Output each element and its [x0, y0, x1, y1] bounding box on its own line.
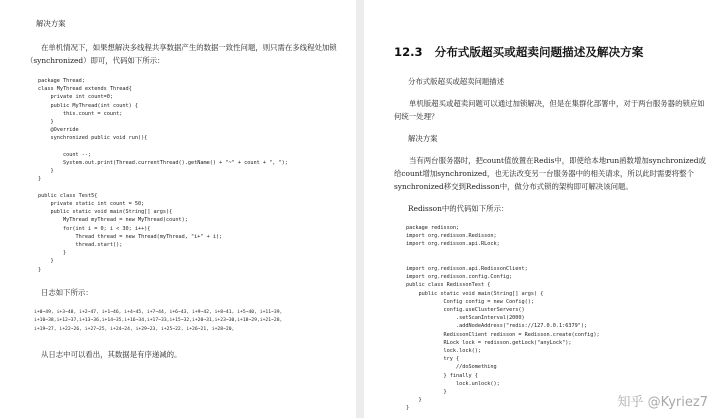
solution-paragraph: 当有两台服务器时，把count值放置在Redis中，即使给本地run函数增加synchronized或给count增加synchronized，也无法改变另一台服务器中的相关请求，所以此时需要将整个synchronized移交到Redisson中，做分布式锁的架构即可解决该问题。	[394, 156, 706, 191]
section-title	[394, 44, 710, 60]
watermark: 知乎 @Kyriez7	[617, 395, 708, 410]
subheading-problem: 分布式版超买或超卖问题描述	[408, 77, 505, 86]
conclusion-paragraph: 从日志中可以看出，其数据是有序递减的。	[41, 350, 182, 360]
log-output: i+0~49, i+3~48, i+2~47, i+1~46, i+4~45, i+7~44, i+6~43, i+9~42, i+8~41, i+5~40, i+11~39, i+10~38,i+12~37,i+13~36,i+14~35,i+16~34,i+17~33,i+15~32,i+20~31,i+23~30,i+18~29,i+21~28, i+19~27, i+22~26, i+27~25, i+24~24, i+29~23, i+25~22, i+26~21, i+28~20,	[34, 309, 283, 332]
subheading-solution: 解决方案	[408, 134, 438, 143]
log-intro: 日志如下所示：	[41, 287, 93, 297]
thread-code-block: package Thread; class MyThread extends Thread{ private int count=0; public MyThread(int count) { this.count = count; } @Override synchronized public void run(){ count --; System.out.print(Thread.currentThread().getName() + "~" + count + ", "); } } public class Test5{ private static int count = 50; public static void main(String[] args){ MyThread myThread = new MyThread(count); for(int i = 0; i < 30; i++){ Thread thread = new Thread(myThread, "i+" + i); thread.start(); } } }	[38, 78, 288, 273]
redisson-code-block: package redisson; import org.redisson.Redisson; import org.redisson.api.RLock; import org.redisson.api.RedissonClient; import org.redisson.config.Config; public class RedissonTest { public static void main(String[] args) { Config config = new Config(); config.useClusterServers() .setScanInterval(2000) .addNodeAddress("redis://127.0.0.1:6379"); RedissonClient redisson = Redisson.create(config); RLock lock = redisson.getLock("anyLock"); lock.lock(); try { //doSomething } finally { lock.unlock(); } } }	[406, 225, 600, 412]
left-intro-paragraph: 在单机情况下，如果想解决多线程共享数据产生的数据一致性问题，则只需在多线程处加锁（synchronized）即可，代码如下所示：	[26, 43, 337, 65]
left-heading: 解决方案	[36, 19, 66, 28]
section-title-text: 分布式版超买或超卖问题描述及解决方案	[434, 45, 644, 59]
problem-paragraph: 单机版超买或超卖问题可以通过加锁解决，但是在集群化部署中，对于两台服务器的锁应如何统一处理？	[394, 99, 705, 121]
redisson-code-intro: Redisson中的代码如下所示：	[408, 204, 509, 213]
section-number: 12.3	[394, 45, 423, 59]
right-page	[364, 0, 720, 418]
left-page	[0, 0, 356, 418]
